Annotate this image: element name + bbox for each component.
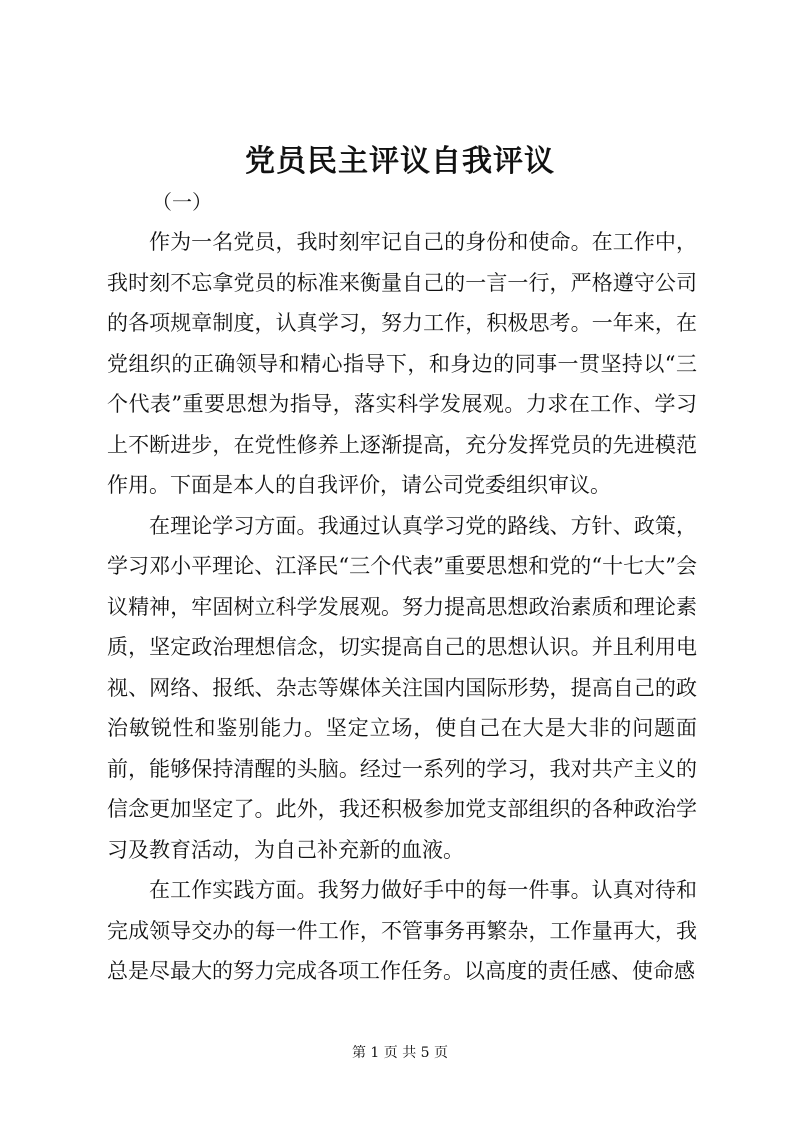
document-body	[107, 222, 697, 992]
body-paragraph: 在工作实践方面。我努力做好手中的每一件事。认真对待和完成领导交办的每一件工作，不管事务再繁杂，工作量再大，我总是尽最大的努力完成各项工作任务。以高度的责任感、使命感	[107, 878, 697, 983]
body-paragraph: 作为一名党员，我时刻牢记自己的身份和使命。在工作中，我时刻不忘拿党员的标准来衡量自己的一言一行，严格遵守公司的各项规章制度，认真学习，努力工作，积极思考。一年来，在党组织的正确领导和精心指导下，和身边的同事一贯坚持以“三个代表”重要思想为指导，落实科学发展观。力求在工作、学习上不断进步，在党性修养上逐渐提高，充分发挥党员的先进模范作用。下面是本人的自我评价，请公司党委组织审议。	[107, 230, 697, 497]
body-paragraph: 在理论学习方面。我通过认真学习党的路线、方针、政策，学习邓小平理论、江泽民“三个代表”重要思想和党的“十七大”会议精神，牢固树立科学发展观。努力提高思想政治素质和理论素质，坚定政治理想信念，切实提高自己的思想认识。并且利用电视、网络、报纸、杂志等媒体关注国内国际形势，提高自己的政治敏锐性和鉴别能力。坚定立场，使自己在大是大非的问题面前，能够保持清醒的头脑。经过一系列的学习，我对共产主义的信念更加坚定了。此外，我还积极参加党支部组织的各种政治学习及教育活动，为自己补充新的血液。	[107, 513, 697, 862]
page-footer: 第 1 页 共 5 页	[351, 1045, 449, 1061]
document-title: 党员民主评议自我评议	[245, 144, 555, 179]
section-number: （一）	[152, 190, 212, 214]
